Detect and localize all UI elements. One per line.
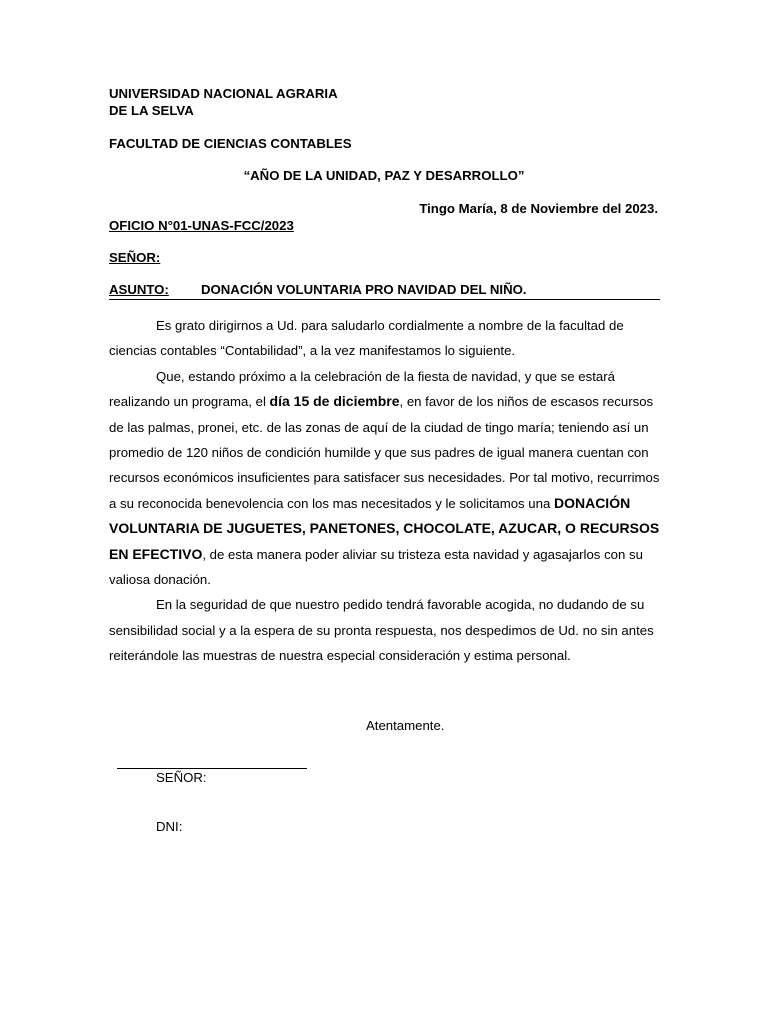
asunto-text: DONACIÓN VOLUNTARIA PRO NAVIDAD DEL NIÑO. (201, 282, 527, 297)
subject-divider (109, 299, 660, 300)
request-date-bold: día 15 de diciembre (269, 393, 400, 410)
letter-body (109, 313, 660, 669)
place-date: Tingo María, 8 de Noviembre del 2023. (419, 201, 658, 216)
asunto-label: ASUNTO: (109, 282, 169, 297)
request-text-e: , de esta manera poder aliviar su tristeza esta navidad y agasajarlos con su valiosa donación. (109, 546, 643, 588)
paragraph-closing: En la seguridad de que nuestro pedido tendrá favorable acogida, no dudando de su sensibilidad social y a la espera de su pronta respuesta, nos despedimos de Ud. no sin antes reiterándole las muestras de nuestra especial consideración y estima personal. (109, 597, 654, 664)
request-items-bold: DONACIÓN VOLUNTARIA DE JUGUETES, PANETONES, CHOCOLATE, AZUCAR, O RECURSOS EN EFECTIVO (109, 494, 660, 562)
university-name-line1: UNIVERSIDAD NACIONAL AGRARIA (109, 86, 338, 101)
paragraph-greeting: Es grato dirigirnos a Ud. para saludarlo cordialmente a nombre de la facultad de ciencias contables “Contabilidad”, a la vez manifestamos lo siguiente. (109, 318, 624, 359)
signature-senor: SEÑOR: (156, 770, 207, 785)
faculty-name: FACULTAD DE CIENCIAS CONTABLES (109, 136, 352, 151)
request-text-c: , en favor de los niños de escasos recursos de las palmas, pronei, etc. de las zonas de aquí de la ciudad de tingo maría; teniendo así un promedio de 120 niños de condición humilde y que sus padres de igual manera cuentan con recursos económicos insuficientes para satisfacer sus necesidades. Por tal motivo, recurrimos a su reconocida benevolencia con los mas necesitados y le solicitamos una (109, 394, 660, 511)
paragraph-request (109, 364, 660, 593)
signature-dni: DNI: (156, 819, 183, 834)
year-motto: “AÑO DE LA UNIDAD, PAZ Y DESARROLLO” (243, 168, 525, 183)
signature-line (117, 768, 307, 769)
request-text-a: Que, estando próximo a la celebración de la fiesta de navidad, y que se estará realizando un programa, el (109, 368, 615, 410)
closing-atentamente: Atentamente. (366, 718, 445, 733)
university-name-line2: DE LA SELVA (109, 103, 194, 118)
addressee-label: SEÑOR: (109, 250, 161, 265)
oficio-number: OFICIO N°01-UNAS-FCC/2023 (109, 218, 294, 233)
